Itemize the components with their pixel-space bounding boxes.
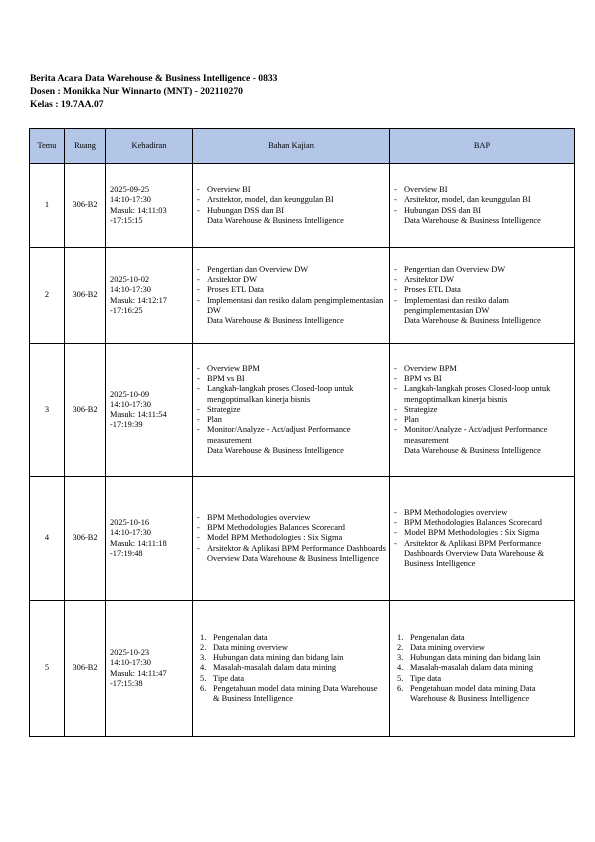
kehadiran-line: 2025-10-16 (110, 518, 150, 528)
cell-bahan-kajian (193, 601, 390, 737)
list-item: - Arsitektor DW (196, 275, 386, 285)
list-item: - Hubungan DSS dan BI (196, 206, 386, 216)
cell-kehadiran (106, 477, 193, 601)
topic-list (393, 364, 571, 446)
kehadiran-line: -17:19:39 (110, 420, 143, 430)
course-name-line: Data Warehouse & Business Intelligence (207, 315, 344, 325)
cell-kehadiran (106, 601, 193, 737)
kehadiran-line: 14:10-17:30 (110, 285, 151, 295)
cell-kehadiran (106, 164, 193, 248)
list-item: Data mining overview (410, 642, 485, 652)
table-row (30, 164, 575, 248)
list-item: Pengetahuan model data mining Data Warehouse & Business Intelligence (410, 683, 536, 703)
list-item: - Model BPM Methodologies : Six Sigma (196, 533, 386, 543)
list-item: - Hubungan DSS dan BI (393, 206, 571, 216)
cell-bap (390, 164, 575, 248)
course-name-line: Data Warehouse & Business Intelligence (404, 445, 541, 455)
kehadiran-line: -17:15:15 (110, 215, 143, 225)
list-item: - Arsitektor DW (393, 275, 571, 285)
list-item: - Overview BPM (393, 364, 571, 374)
list-item: Hubungan data mining dan bidang lain (213, 653, 344, 663)
topic-list (393, 508, 571, 569)
course-name-line: Data Warehouse & Business Intelligence (207, 445, 344, 455)
topic-list (393, 265, 571, 316)
table-row (30, 344, 575, 477)
kehadiran-line: Masuk: 14:11:47 (110, 668, 167, 678)
kehadiran-line: 2025-10-02 (110, 275, 150, 285)
kehadiran-line: 14:10-17:30 (110, 399, 151, 409)
document-title: Berita Acara Data Warehouse & Business Intelligence - 0833 (30, 73, 278, 84)
list-item: - Pengertian dan Overview DW (196, 265, 386, 275)
table-row (30, 477, 575, 601)
list-item: - Overview BPM (196, 364, 386, 374)
list-item: - BPM Methodologies overview (196, 513, 386, 523)
list-item: - BPM Methodologies overview (393, 508, 571, 518)
topic-list (196, 185, 386, 216)
list-item: - Arsitektor & Aplikasi BPM Performance Dashboards Overview Data Warehouse & Business Intelligence (393, 539, 571, 570)
course-name-line: Data Warehouse & Business Intelligence (404, 215, 541, 225)
list-item: - Pengertian dan Overview DW (393, 265, 571, 275)
cell-kehadiran (106, 248, 193, 344)
cell-bap (390, 248, 575, 344)
kehadiran-line: 2025-09-25 (110, 185, 150, 195)
kehadiran-line: 2025-10-09 (110, 389, 150, 399)
topic-list (196, 633, 386, 704)
list-item: - Implementasi dan resiko dalam pengimplementasian DW (196, 296, 386, 316)
kehadiran-line: 14:10-17:30 (110, 195, 151, 205)
list-item: - Proses ETL Data (393, 285, 571, 295)
kehadiran-line: Masuk: 14:11:18 (110, 538, 167, 548)
list-item: - Arsitektor, model, dan keunggulan BI (393, 195, 571, 205)
list-item: Hubungan data mining dan bidang lain (410, 653, 541, 663)
topic-list (393, 633, 571, 704)
kehadiran-line: -17:16:25 (110, 305, 143, 315)
kehadiran-line: 2025-10-23 (110, 648, 150, 658)
cell-bap (390, 601, 575, 737)
cell-bap (390, 344, 575, 477)
list-item: Masalah-masalah dalam data mining (213, 663, 337, 673)
list-item: - Monitor/Analyze - Act/adjust Performance measurement (393, 425, 571, 445)
cell-temu: 1 (30, 164, 65, 248)
list-item: - Langkah-langkah proses Closed-loop untuk mengoptimalkan kinerja bisnis (196, 384, 386, 404)
table-row (30, 601, 575, 737)
kehadiran-line: Masuk: 14:11:54 (110, 410, 167, 419)
list-item: - Strategize (196, 405, 386, 415)
list-item: - Model BPM Methodologies : Six Sigma (393, 528, 571, 538)
topic-list (196, 513, 386, 564)
cell-kehadiran (106, 344, 193, 477)
lecturer-line: Dosen : Monikka Nur Winnarto (MNT) - 202110270 (30, 86, 243, 98)
list-item: Pengenalan data (410, 632, 465, 642)
header-bap: BAP (390, 129, 575, 164)
kehadiran-line: 14:10-17:30 (110, 658, 151, 668)
list-item: Tipe data (410, 673, 442, 683)
list-item: Masalah-masalah dalam data mining (410, 663, 534, 673)
cell-temu: 3 (30, 344, 65, 477)
cell-bahan-kajian (193, 344, 390, 477)
list-item: Data mining overview (213, 642, 288, 652)
document-header (30, 72, 277, 112)
cell-bahan-kajian (193, 164, 390, 248)
kehadiran-line: Masuk: 14:11:03 (110, 205, 167, 215)
course-name-line: Data Warehouse & Business Intelligence (207, 215, 344, 225)
kehadiran-line: -17:19:48 (110, 548, 143, 558)
cell-ruang: 306-B2 (65, 344, 106, 477)
list-item: - Langkah-langkah proses Closed-loop untuk mengoptimalkan kinerja bisnis (393, 384, 571, 404)
table-header-row (30, 129, 575, 164)
cell-temu: 4 (30, 477, 65, 601)
list-item: - BPM vs BI (393, 374, 571, 384)
header-temu: Temu (30, 129, 65, 164)
list-item: Pengetahuan model data mining Data Warehouse & Business Intelligence (213, 683, 378, 703)
list-item: - Arsitektor, model, dan keunggulan BI (196, 195, 386, 205)
kehadiran-line: -17:15:38 (110, 678, 143, 688)
header-bahan-kajian: Bahan Kajian (193, 129, 390, 164)
kehadiran-line: 14:10-17:30 (110, 528, 151, 538)
cell-temu: 2 (30, 248, 65, 344)
list-item: Pengenalan data (213, 632, 268, 642)
list-item: Tipe data (213, 673, 245, 683)
list-item: - BPM Methodologies Balances Scorecard (196, 523, 386, 533)
topic-list (196, 364, 386, 446)
cell-bahan-kajian (193, 248, 390, 344)
cell-ruang: 306-B2 (65, 248, 106, 344)
list-item: - Proses ETL Data (196, 285, 386, 295)
course-name-line: Data Warehouse & Business Intelligence (404, 315, 541, 325)
header-kehadiran: Kehadiran (106, 129, 193, 164)
cell-bahan-kajian (193, 477, 390, 601)
list-item: - Overview BI (393, 185, 571, 195)
cell-bap (390, 477, 575, 601)
cell-ruang: 306-B2 (65, 477, 106, 601)
cell-temu: 5 (30, 601, 65, 737)
class-line: Kelas : 19.7AA.07 (30, 99, 104, 111)
topic-list (393, 185, 571, 216)
table-row (30, 248, 575, 344)
list-item: - Implementasi dan resiko dalam pengimplementasian DW (393, 296, 571, 316)
list-item: - Plan (196, 415, 386, 425)
list-item: - Plan (393, 415, 571, 425)
cell-ruang: 306-B2 (65, 164, 106, 248)
list-item: - BPM Methodologies Balances Scorecard (393, 518, 571, 528)
list-item: - Arsitektor & Aplikasi BPM Performance Dashboards Overview Data Warehouse & Business Intelligence (196, 544, 386, 564)
cell-ruang: 306-B2 (65, 601, 106, 737)
attendance-table (29, 128, 575, 737)
list-item: - Monitor/Analyze - Act/adjust Performance measurement (196, 425, 386, 445)
list-item: - Overview BI (196, 185, 386, 195)
kehadiran-line: Masuk: 14:12:17 (110, 295, 167, 305)
header-ruang: Ruang (65, 129, 106, 164)
topic-list (196, 265, 386, 316)
list-item: - Strategize (393, 405, 571, 415)
list-item: - BPM vs BI (196, 374, 386, 384)
